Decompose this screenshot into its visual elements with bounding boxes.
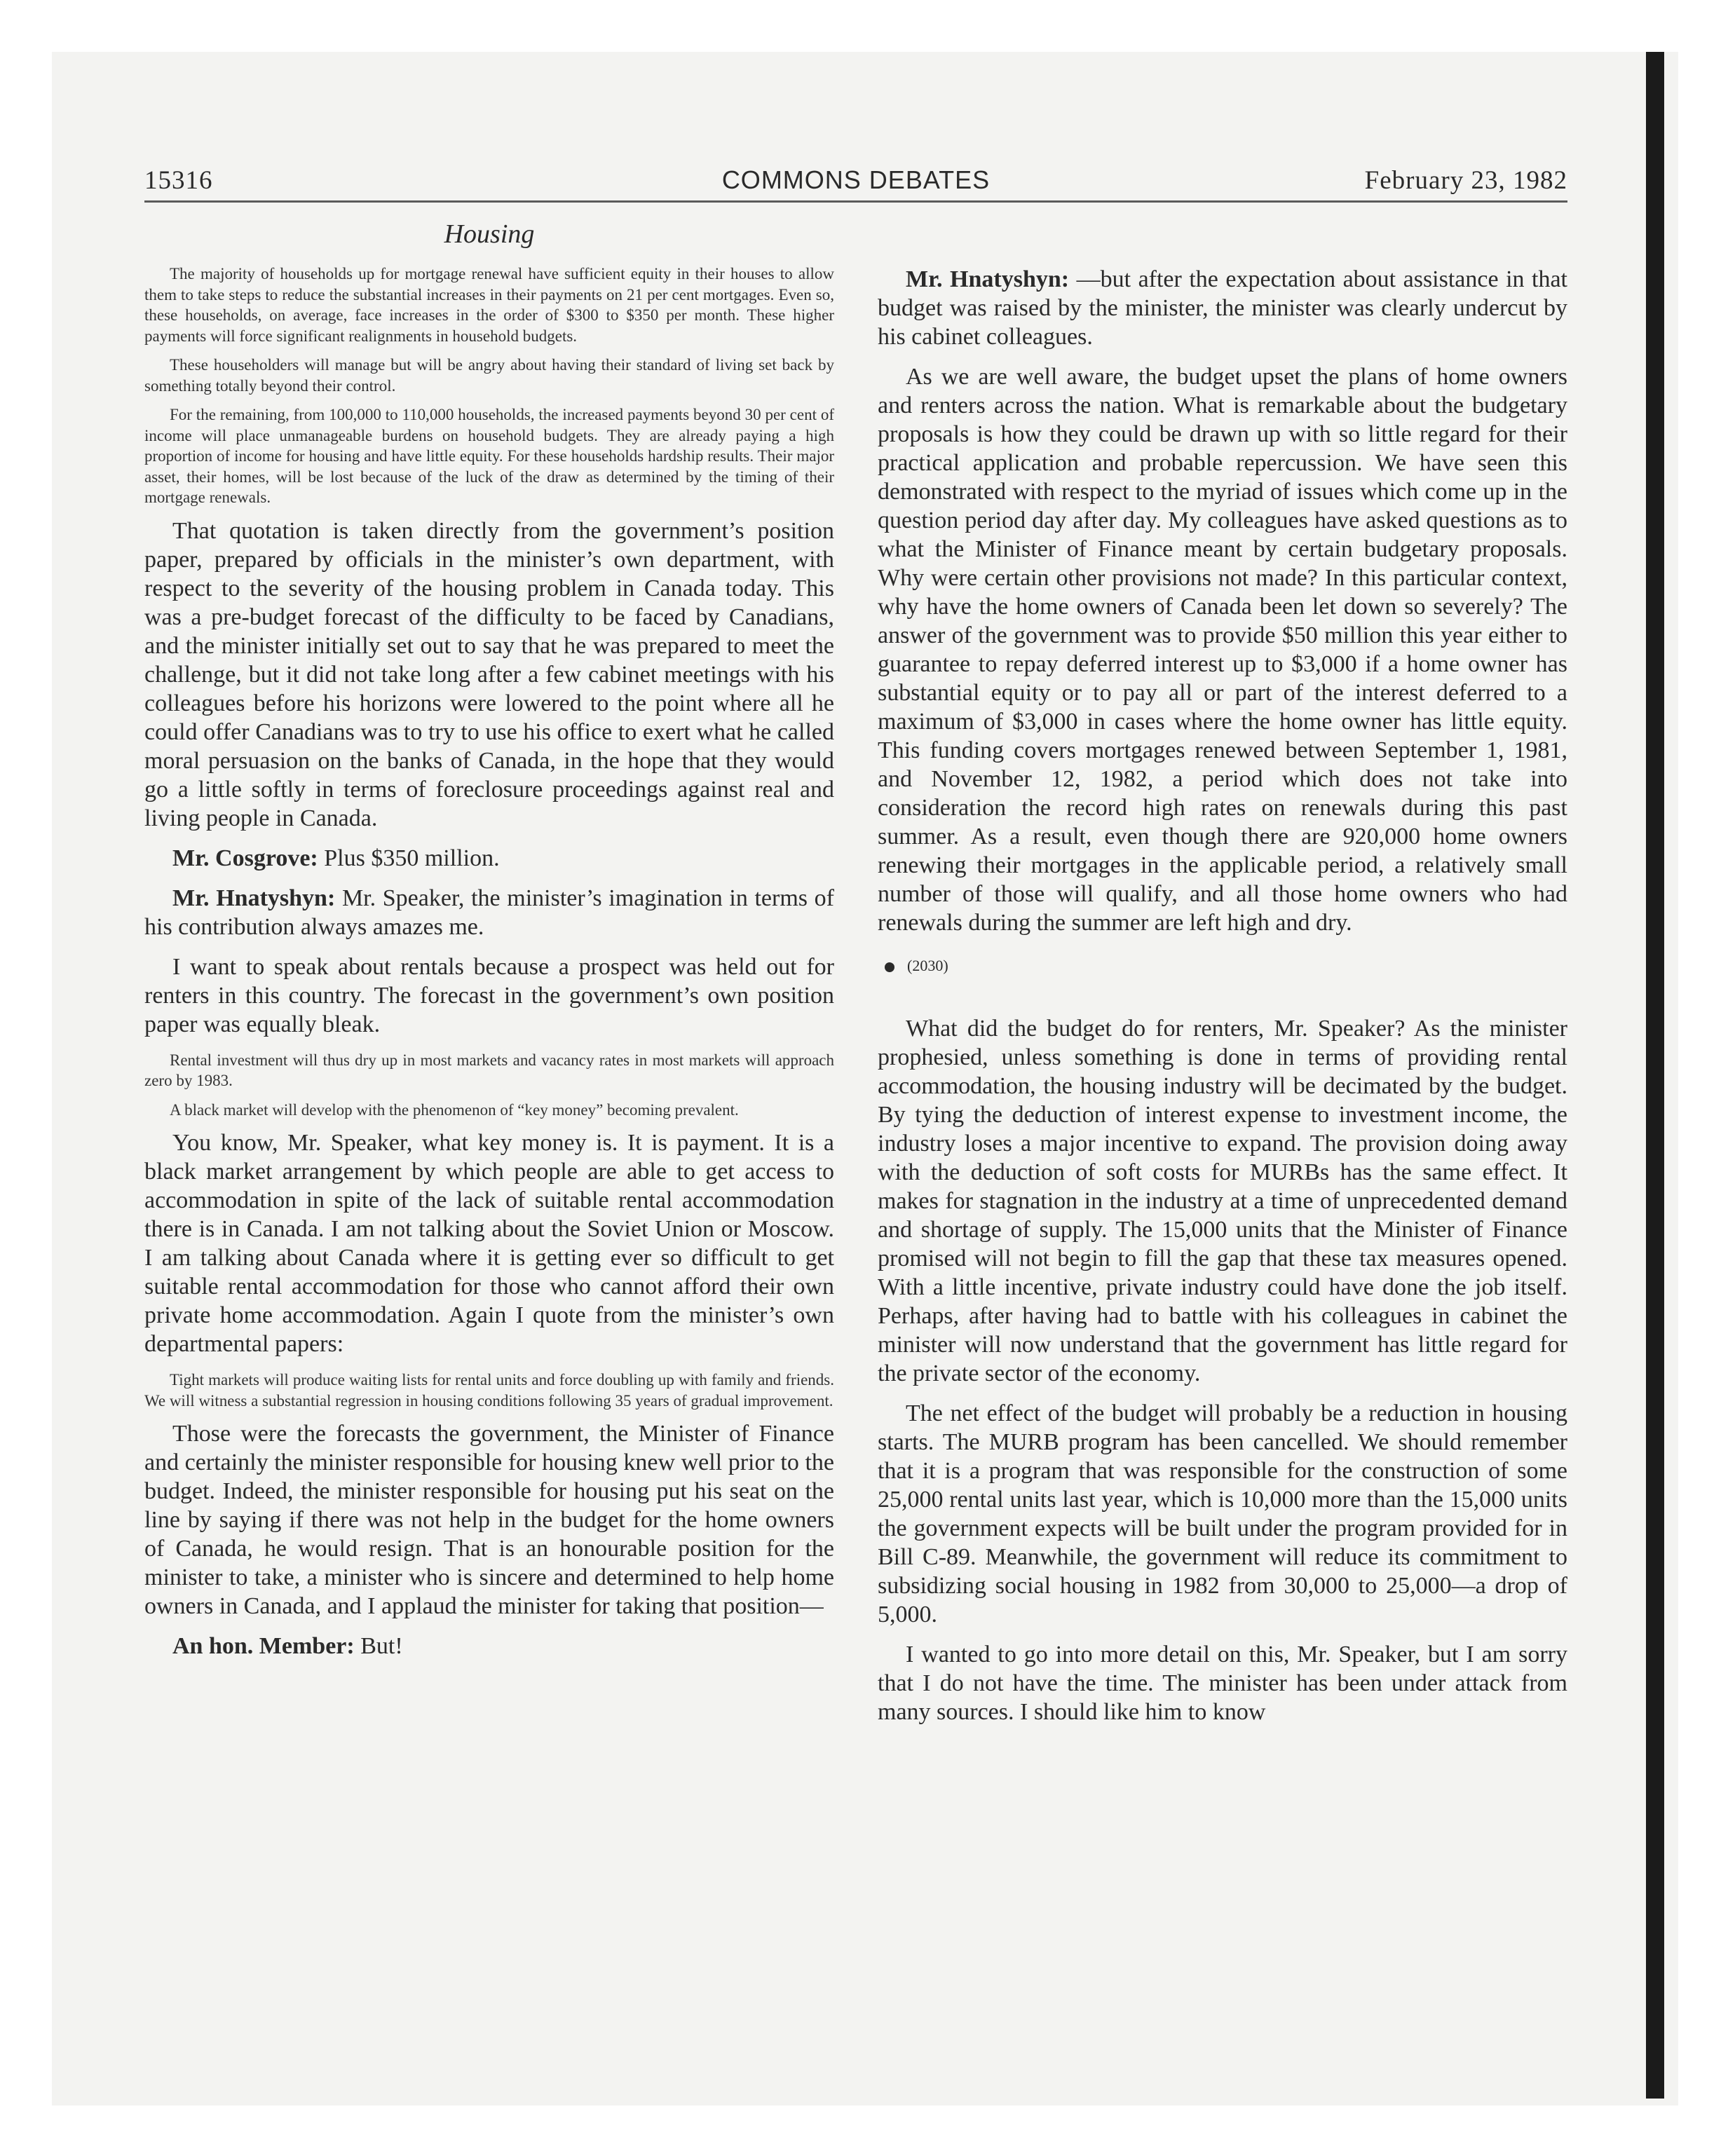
body-paragraph: That quotation is taken directly from the government’s position paper, prepared by officials in the minister’s own department, with respect to the severity of the housing problem in Canada today. This was a pre-budget forecast of the difficulty to be faced by Canadians, and the minister initially set out to say that he was prepared to meet the challenge, but it did not take long after a few cabinet meetings with his colleagues before his horizons were lowered to the point where all he could offer Canadians was to try to use his office to exert what he called moral persuasion on the banks of Canada, in the hope that they would go a little softly in terms of foreclosure proceedings against real and living people in Canada. — [144, 517, 834, 831]
quote-paragraph: A black market will develop with the phenomenon of “key money” becoming prevalent. — [170, 1100, 739, 1119]
body-paragraph: I wanted to go into more detail on this, Mr. Speaker, but I am sorry that I do not have the time. The minister has been under attack from many sources. I should like him to know — [878, 1642, 1567, 1725]
right-column — [878, 265, 1567, 1738]
body-paragraph: I want to speak about rentals because a prospect was held out for renters in this country. The forecast in the government’s own position paper was equally bleak. — [144, 953, 834, 1037]
speech-cosgrove — [144, 844, 834, 873]
speech-text: —but after the expectation about assistance in that budget was raised by the minister, the minister was clearly undercut by his cabinet colleagues. — [878, 266, 1567, 350]
page-number: 15316 — [144, 166, 213, 195]
body-paragraph: The net effect of the budget will probably be a reduction in housing starts. The MURB program has been cancelled. We should remember that it is a program that was responsible for the construction of some 25,000 rental units last year, which is 10,000 more than the 15,000 units the government expects will be built under the program provided for in Bill C-89. Meanwhile, the government will reduce its commitment to subsidizing social housing in 1982 from 30,000 to 25,000—a drop of 5,000. — [878, 1400, 1567, 1628]
speech-text: But! — [354, 1633, 403, 1659]
time-marker — [885, 957, 1567, 975]
quote-paragraph: The majority of households up for mortgage renewal have sufficient equity in their houses to allow them to take steps to reduce the substantial increases in their payments on 21 per cent mortgages. Even so, these households, on average, face increases in the order of $300 to $350 per month. These higher payments will force significant realignments in household budgets. — [144, 265, 834, 345]
bullet-icon — [885, 962, 894, 972]
speaker-name: Mr. Cosgrove: — [172, 845, 318, 871]
quote-paragraph: Tight markets will produce waiting lists for rental units and force doubling up with family and friends. We will witness a substantial regression in housing conditions following 35 years of gradual improvement. — [144, 1371, 834, 1410]
body-paragraph: Those were the forecasts the government, the Minister of Finance and certainly the minister responsible for housing knew well prior to the budget. Indeed, the minister responsible for housing put his seat on the line by saying if there was not help in the budget for the home owners of Canada, he would resign. That is an honourable position for the minister to take, a minister who is sincere and determined to help home owners in Canada, and I applaud the minister for taking that position— — [144, 1421, 834, 1619]
speech-text: Plus $350 million. — [318, 845, 500, 871]
speaker-name: Mr. Hnatyshyn: — [172, 885, 336, 911]
left-column — [144, 210, 834, 1672]
publication-title: COMMONS DEBATES — [721, 165, 991, 194]
page-header — [144, 165, 1567, 205]
header-rule — [144, 200, 1567, 203]
speaker-name: An hon. Member: — [172, 1633, 355, 1659]
section-title: Housing — [444, 219, 535, 249]
body-paragraph: What did the budget do for renters, Mr. Speaker? As the minister prophesied, unless something is done in terms of providing rental accommodation, the housing industry will be decimated by the budget. By tying the deduction of interest expense to investment income, the industry loses a major incentive to expand. The provision doing away with the deduction of soft costs for MURBs has the same effect. It makes for stagnation in the industry at a time of unprecedented demand and shortage of supply. The 15,000 units that the Minister of Finance promised will not begin to fill the gap that these tax measures opened. With a little incentive, private industry could have done the job itself. Perhaps, after having had to battle with his colleagues in cabinet the minister will now understand that the government has little regard for the private sector of the economy. — [878, 1016, 1567, 1386]
time-marker-text: (2030) — [907, 957, 948, 974]
scan-edge — [1646, 52, 1664, 2099]
quote-paragraph: These householders will manage but will be angry about having their standard of living set back by something totally beyond their control. — [144, 356, 834, 395]
publication-date: February 23, 1982 — [1364, 166, 1567, 195]
body-paragraph: You know, Mr. Speaker, what key money is. It is payment. It is a black market arrangement by which people are able to get access to accommodation in spite of the lack of suitable rental accommodation there is in Canada. I am not talking about the Soviet Union or Moscow. I am talking about Canada where it is getting ever so difficult to get suitable rental accommodation for those who cannot afford their own private home accommodation. Again I quote from the minister’s own departmental papers: — [144, 1130, 834, 1357]
body-paragraph: As we are well aware, the budget upset the plans of home owners and renters across the nation. What is remarkable about the budgetary proposals is how they could be drawn up with so little regard for their practical application and probable repercussion. We have seen this demonstrated with respect to the myriad of issues which come up in the question period day after day. My colleagues have asked questions as to what the Minister of Finance meant by certain budgetary proposals. Why were certain other provisions not made? In this particular context, why have the home owners of Canada been let down so severely? The answer of the government was to provide $50 million this year either to guarantee to repay deferred interest up to $3,000 if a home owner has substantial equity or to pay all or part of the interest deferred to a maximum of $3,000 in cases where the home owner has little equity. This funding covers mortgages renewed between September 1, 1981, and November 12, 1982, a period which does not take into consideration the record high rates on renewals during this past summer. As a result, even though there are 920,000 home owners renewing their mortgages in the applicable period, a relatively small number of those will qualify, and all those home owners who had renewals during the summer are left high and dry. — [878, 364, 1567, 936]
speech-hnatyshyn — [878, 265, 1567, 351]
speaker-name: Mr. Hnatyshyn: — [906, 266, 1070, 292]
quote-paragraph: For the remaining, from 100,000 to 110,000 households, the increased payments beyond 30 per cent of income will place unmanageable burdens on household budgets. They are already paying a high proportion of income for housing and have little equity. For these households hardship results. Their major asset, their homes, will be lost because of the luck of the draw as determined by the timing of their mortgage renewals. — [144, 406, 834, 506]
speech-text: Mr. Speaker, the minister’s imagination in terms of his contribution always amazes me. — [144, 885, 834, 940]
quote-paragraph: Rental investment will thus dry up in most markets and vacancy rates in most markets will approach zero by 1983. — [144, 1051, 834, 1089]
speech-hnatyshyn — [144, 884, 834, 941]
speech-member — [144, 1632, 834, 1660]
